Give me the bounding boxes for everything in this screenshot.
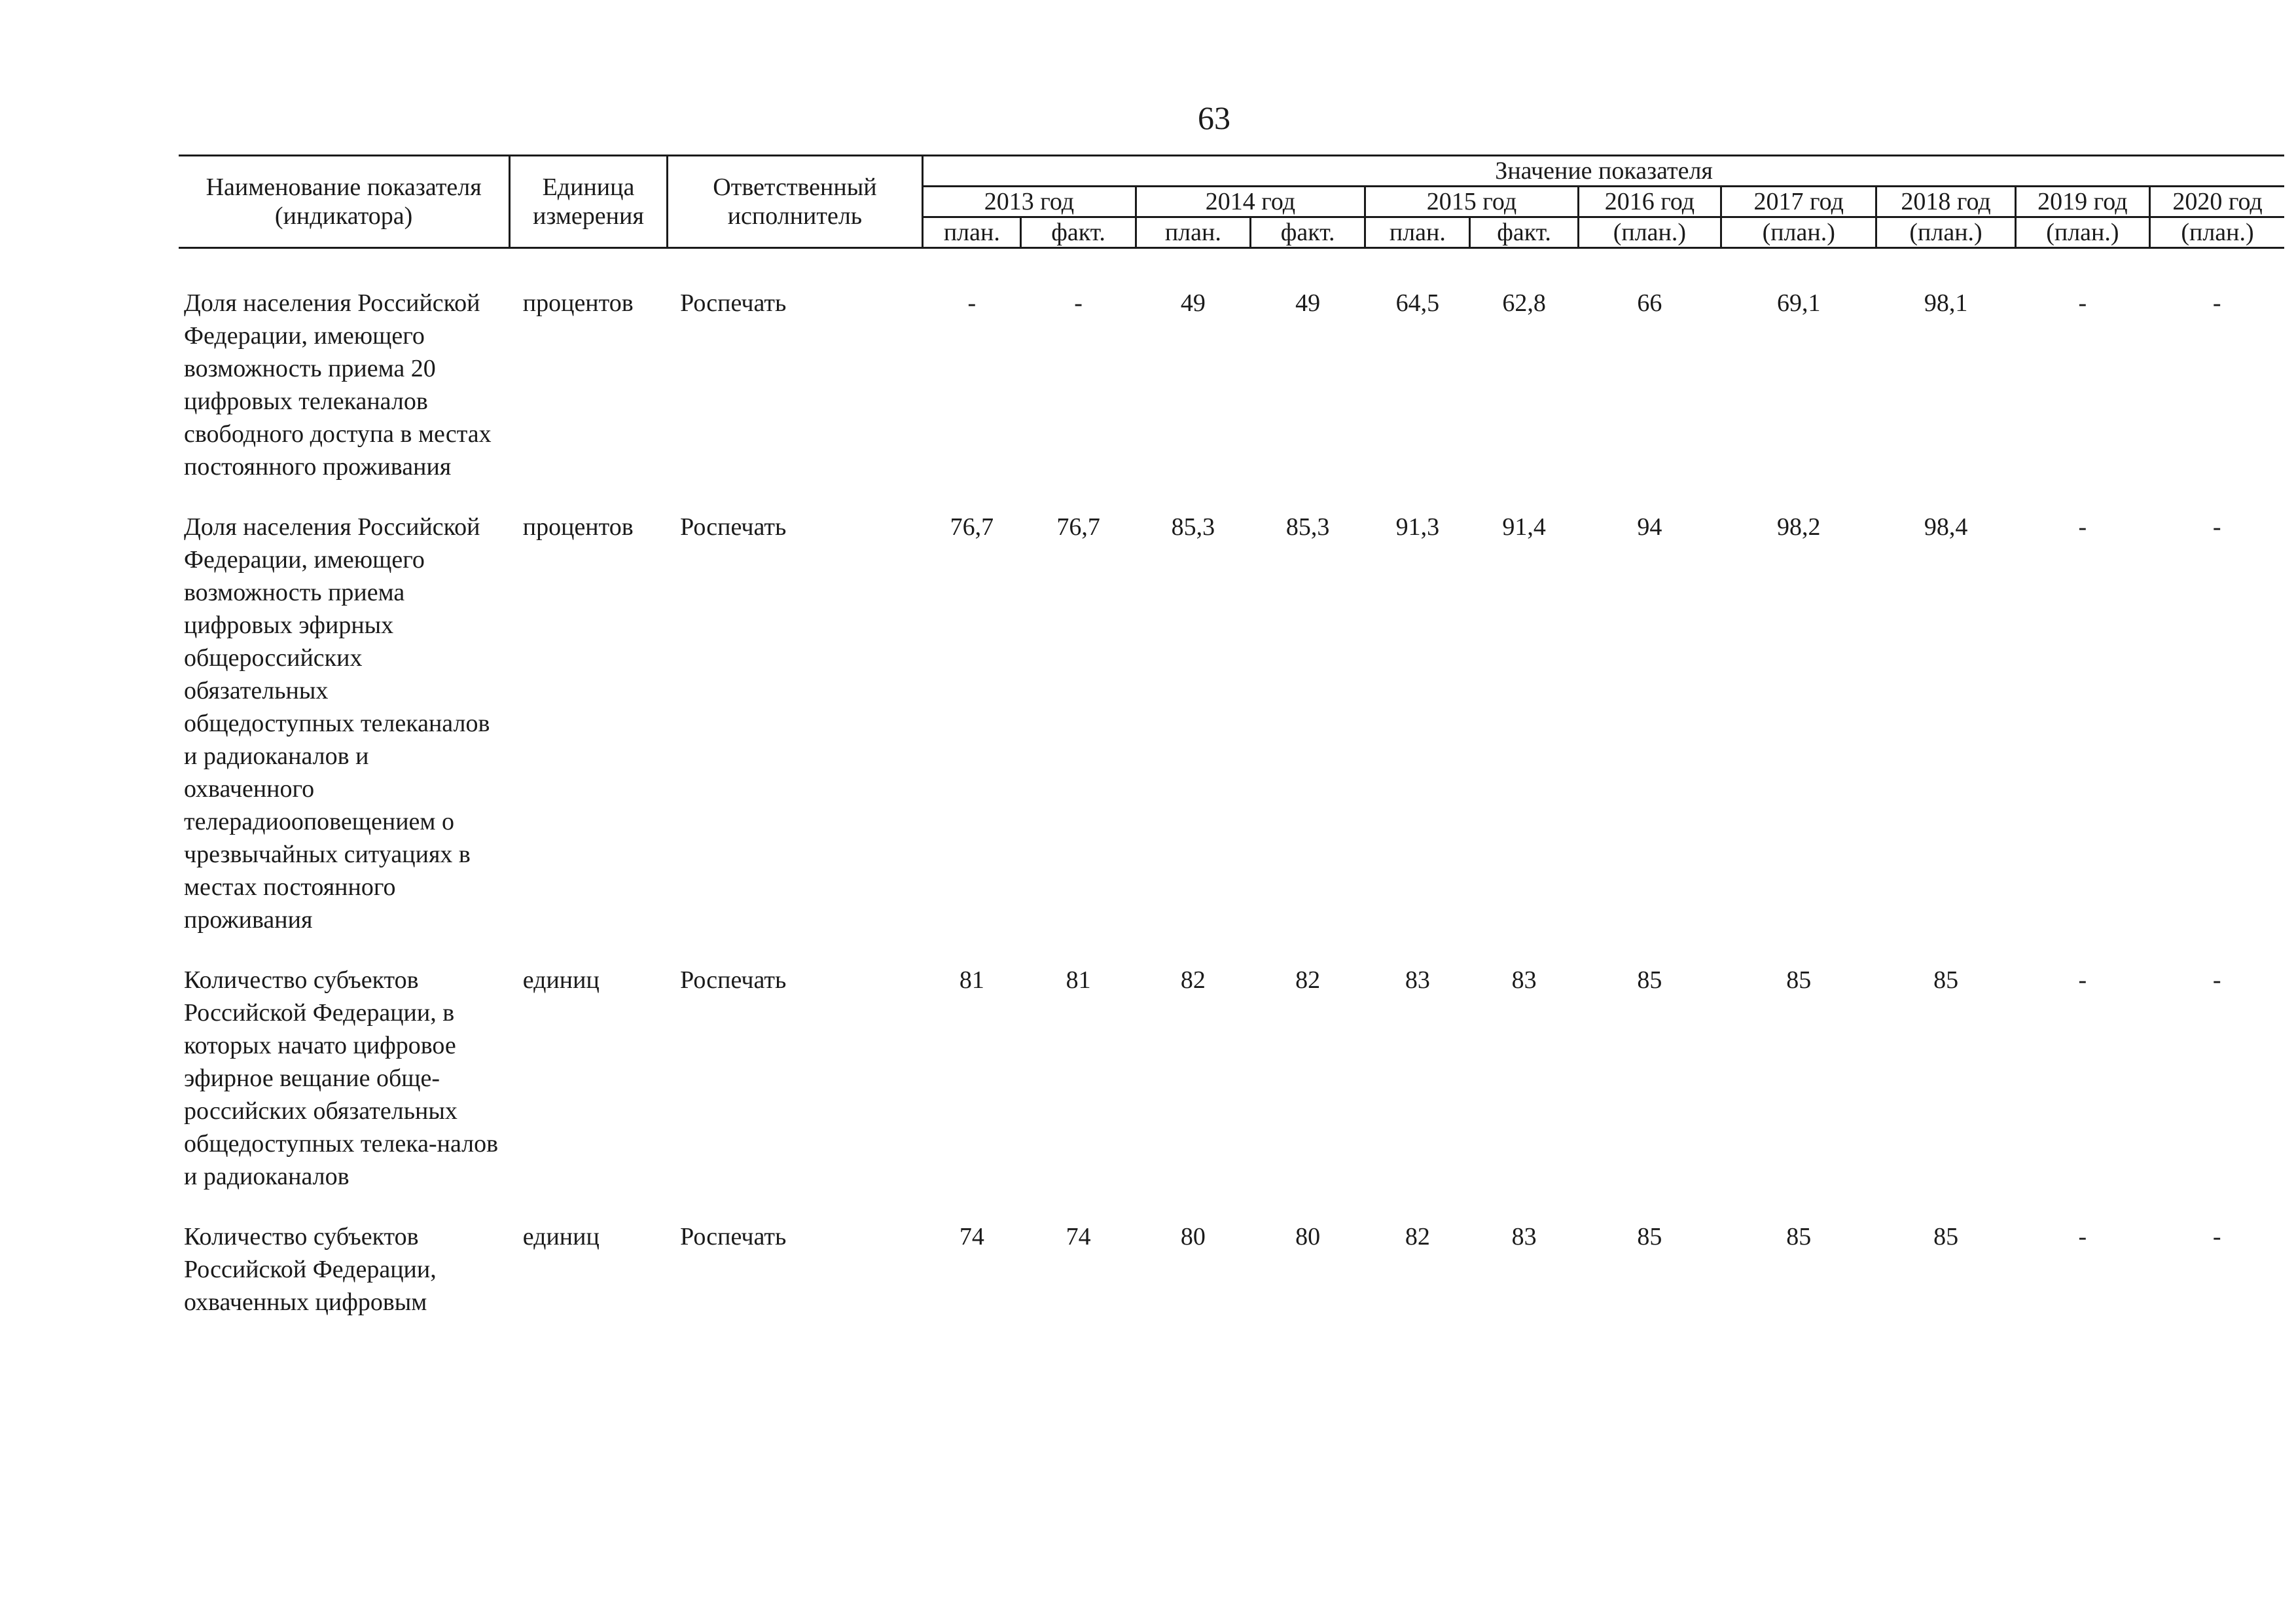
indicator-responsible: Роспечать xyxy=(680,513,787,541)
value-2020-plan: - xyxy=(2212,966,2221,994)
indicator-name: Количество субъектов Российской Федерации, в которых начато цифровое эфирное вещание обще-российских обязательных общедоступных телека-налов и радиоканалов xyxy=(184,966,499,1190)
value-2016-plan: 85 xyxy=(1637,966,1662,994)
header-year-2013: 2013 год xyxy=(923,187,1136,217)
table-row xyxy=(179,287,2284,483)
value-2020-plan: - xyxy=(2212,1223,2221,1250)
page-number: 63 xyxy=(1198,100,1230,136)
value-2013-plan: 76,7 xyxy=(950,513,994,541)
indicators-table xyxy=(179,155,2284,1319)
value-2018-plan: 85 xyxy=(1933,966,1959,994)
header-2019-plan: (план.) xyxy=(2015,217,2149,248)
header-unit: Единица измерения xyxy=(510,156,667,248)
header-year-2016: 2016 год xyxy=(1578,187,1721,217)
value-2014-fact: 80 xyxy=(1295,1223,1321,1250)
header-2013-plan: план. xyxy=(923,217,1021,248)
value-2017-plan: 69,1 xyxy=(1776,289,1821,317)
value-2013-plan: - xyxy=(967,289,977,317)
indicator-name: Количество субъектов Российской Федерации, охваченных цифровым xyxy=(184,1223,437,1316)
value-2015-plan: 64,5 xyxy=(1395,289,1440,317)
value-2013-plan: 81 xyxy=(959,966,984,994)
value-2015-fact: 62,8 xyxy=(1502,289,1546,317)
table-row xyxy=(179,964,2284,1193)
value-2013-plan: 74 xyxy=(959,1223,984,1250)
value-2019-plan: - xyxy=(2078,289,2087,317)
indicator-name: Доля населения Российской Федерации, имеющего возможность приема 20 цифровых телеканалов свободного доступа в местах постоянного проживания xyxy=(184,289,492,481)
value-2019-plan: - xyxy=(2078,1223,2087,1250)
header-responsible: Ответственный исполнитель xyxy=(667,156,923,248)
value-2020-plan: - xyxy=(2212,289,2221,317)
table-row xyxy=(179,511,2284,936)
header-2014-fact: факт. xyxy=(1250,217,1365,248)
header-2018-plan: (план.) xyxy=(1876,217,2015,248)
indicator-unit: единиц xyxy=(522,1223,600,1250)
value-2018-plan: 98,1 xyxy=(1924,289,1968,317)
indicator-unit: процентов xyxy=(522,289,634,317)
value-2015-fact: 91,4 xyxy=(1502,513,1546,541)
header-2015-plan: план. xyxy=(1365,217,1470,248)
table-row xyxy=(179,1220,2284,1319)
value-2013-fact: 74 xyxy=(1066,1223,1091,1250)
indicator-responsible: Роспечать xyxy=(680,966,787,994)
header-year-2014: 2014 год xyxy=(1136,187,1365,217)
header-2017-plan: (план.) xyxy=(1721,217,1876,248)
header-2015-fact: факт. xyxy=(1470,217,1578,248)
indicator-name: Доля населения Российской Федерации, имеющего возможность приема цифровых эфирных общероссийских обязательных общедоступных телеканалов и радиоканалов и охваченного телерадиооповещением о чрезвычайных ситуациях в местах постоянного проживания xyxy=(184,513,490,934)
value-2014-fact: 49 xyxy=(1295,289,1321,317)
header-indicator-value: Значение показателя xyxy=(923,156,2284,187)
value-2014-plan: 49 xyxy=(1180,289,1206,317)
header-2013-fact: факт. xyxy=(1021,217,1136,248)
header-year-2018: 2018 год xyxy=(1876,187,2015,217)
value-2018-plan: 85 xyxy=(1933,1223,1959,1250)
header-2020-plan: (план.) xyxy=(2150,217,2284,248)
header-2014-plan: план. xyxy=(1136,217,1250,248)
table-body xyxy=(179,248,2284,1319)
value-2016-plan: 85 xyxy=(1637,1223,1662,1250)
value-2017-plan: 85 xyxy=(1786,1223,1812,1250)
value-2018-plan: 98,4 xyxy=(1924,513,1968,541)
value-2013-fact: 81 xyxy=(1066,966,1091,994)
value-2016-plan: 94 xyxy=(1637,513,1662,541)
table-header xyxy=(179,156,2284,248)
value-2014-plan: 85,3 xyxy=(1171,513,1215,541)
header-year-2019: 2019 год xyxy=(2015,187,2149,217)
value-2016-plan: 66 xyxy=(1637,289,1662,317)
value-2015-plan: 82 xyxy=(1405,1223,1430,1250)
value-2014-fact: 85,3 xyxy=(1285,513,1330,541)
value-2020-plan: - xyxy=(2212,513,2221,541)
header-indicator-name: Наименование показателя (индикатора) xyxy=(179,156,510,248)
indicator-responsible: Роспечать xyxy=(680,1223,787,1250)
header-year-2015: 2015 год xyxy=(1365,187,1578,217)
value-2019-plan: - xyxy=(2078,513,2087,541)
value-2017-plan: 85 xyxy=(1786,966,1812,994)
value-2019-plan: - xyxy=(2078,966,2087,994)
indicator-responsible: Роспечать xyxy=(680,289,787,317)
indicator-unit: процентов xyxy=(522,513,634,541)
value-2015-fact: 83 xyxy=(1511,966,1537,994)
value-2015-plan: 91,3 xyxy=(1395,513,1440,541)
header-year-2017: 2017 год xyxy=(1721,187,1876,217)
value-2015-fact: 83 xyxy=(1511,1223,1537,1250)
value-2015-plan: 83 xyxy=(1405,966,1430,994)
value-2017-plan: 98,2 xyxy=(1776,513,1821,541)
header-2016-plan: (план.) xyxy=(1578,217,1721,248)
value-2013-fact: - xyxy=(1074,289,1083,317)
value-2014-fact: 82 xyxy=(1295,966,1321,994)
value-2014-plan: 80 xyxy=(1180,1223,1206,1250)
indicator-unit: единиц xyxy=(522,966,600,994)
value-2013-fact: 76,7 xyxy=(1056,513,1100,541)
value-2014-plan: 82 xyxy=(1180,966,1206,994)
header-year-2020: 2020 год xyxy=(2150,187,2284,217)
